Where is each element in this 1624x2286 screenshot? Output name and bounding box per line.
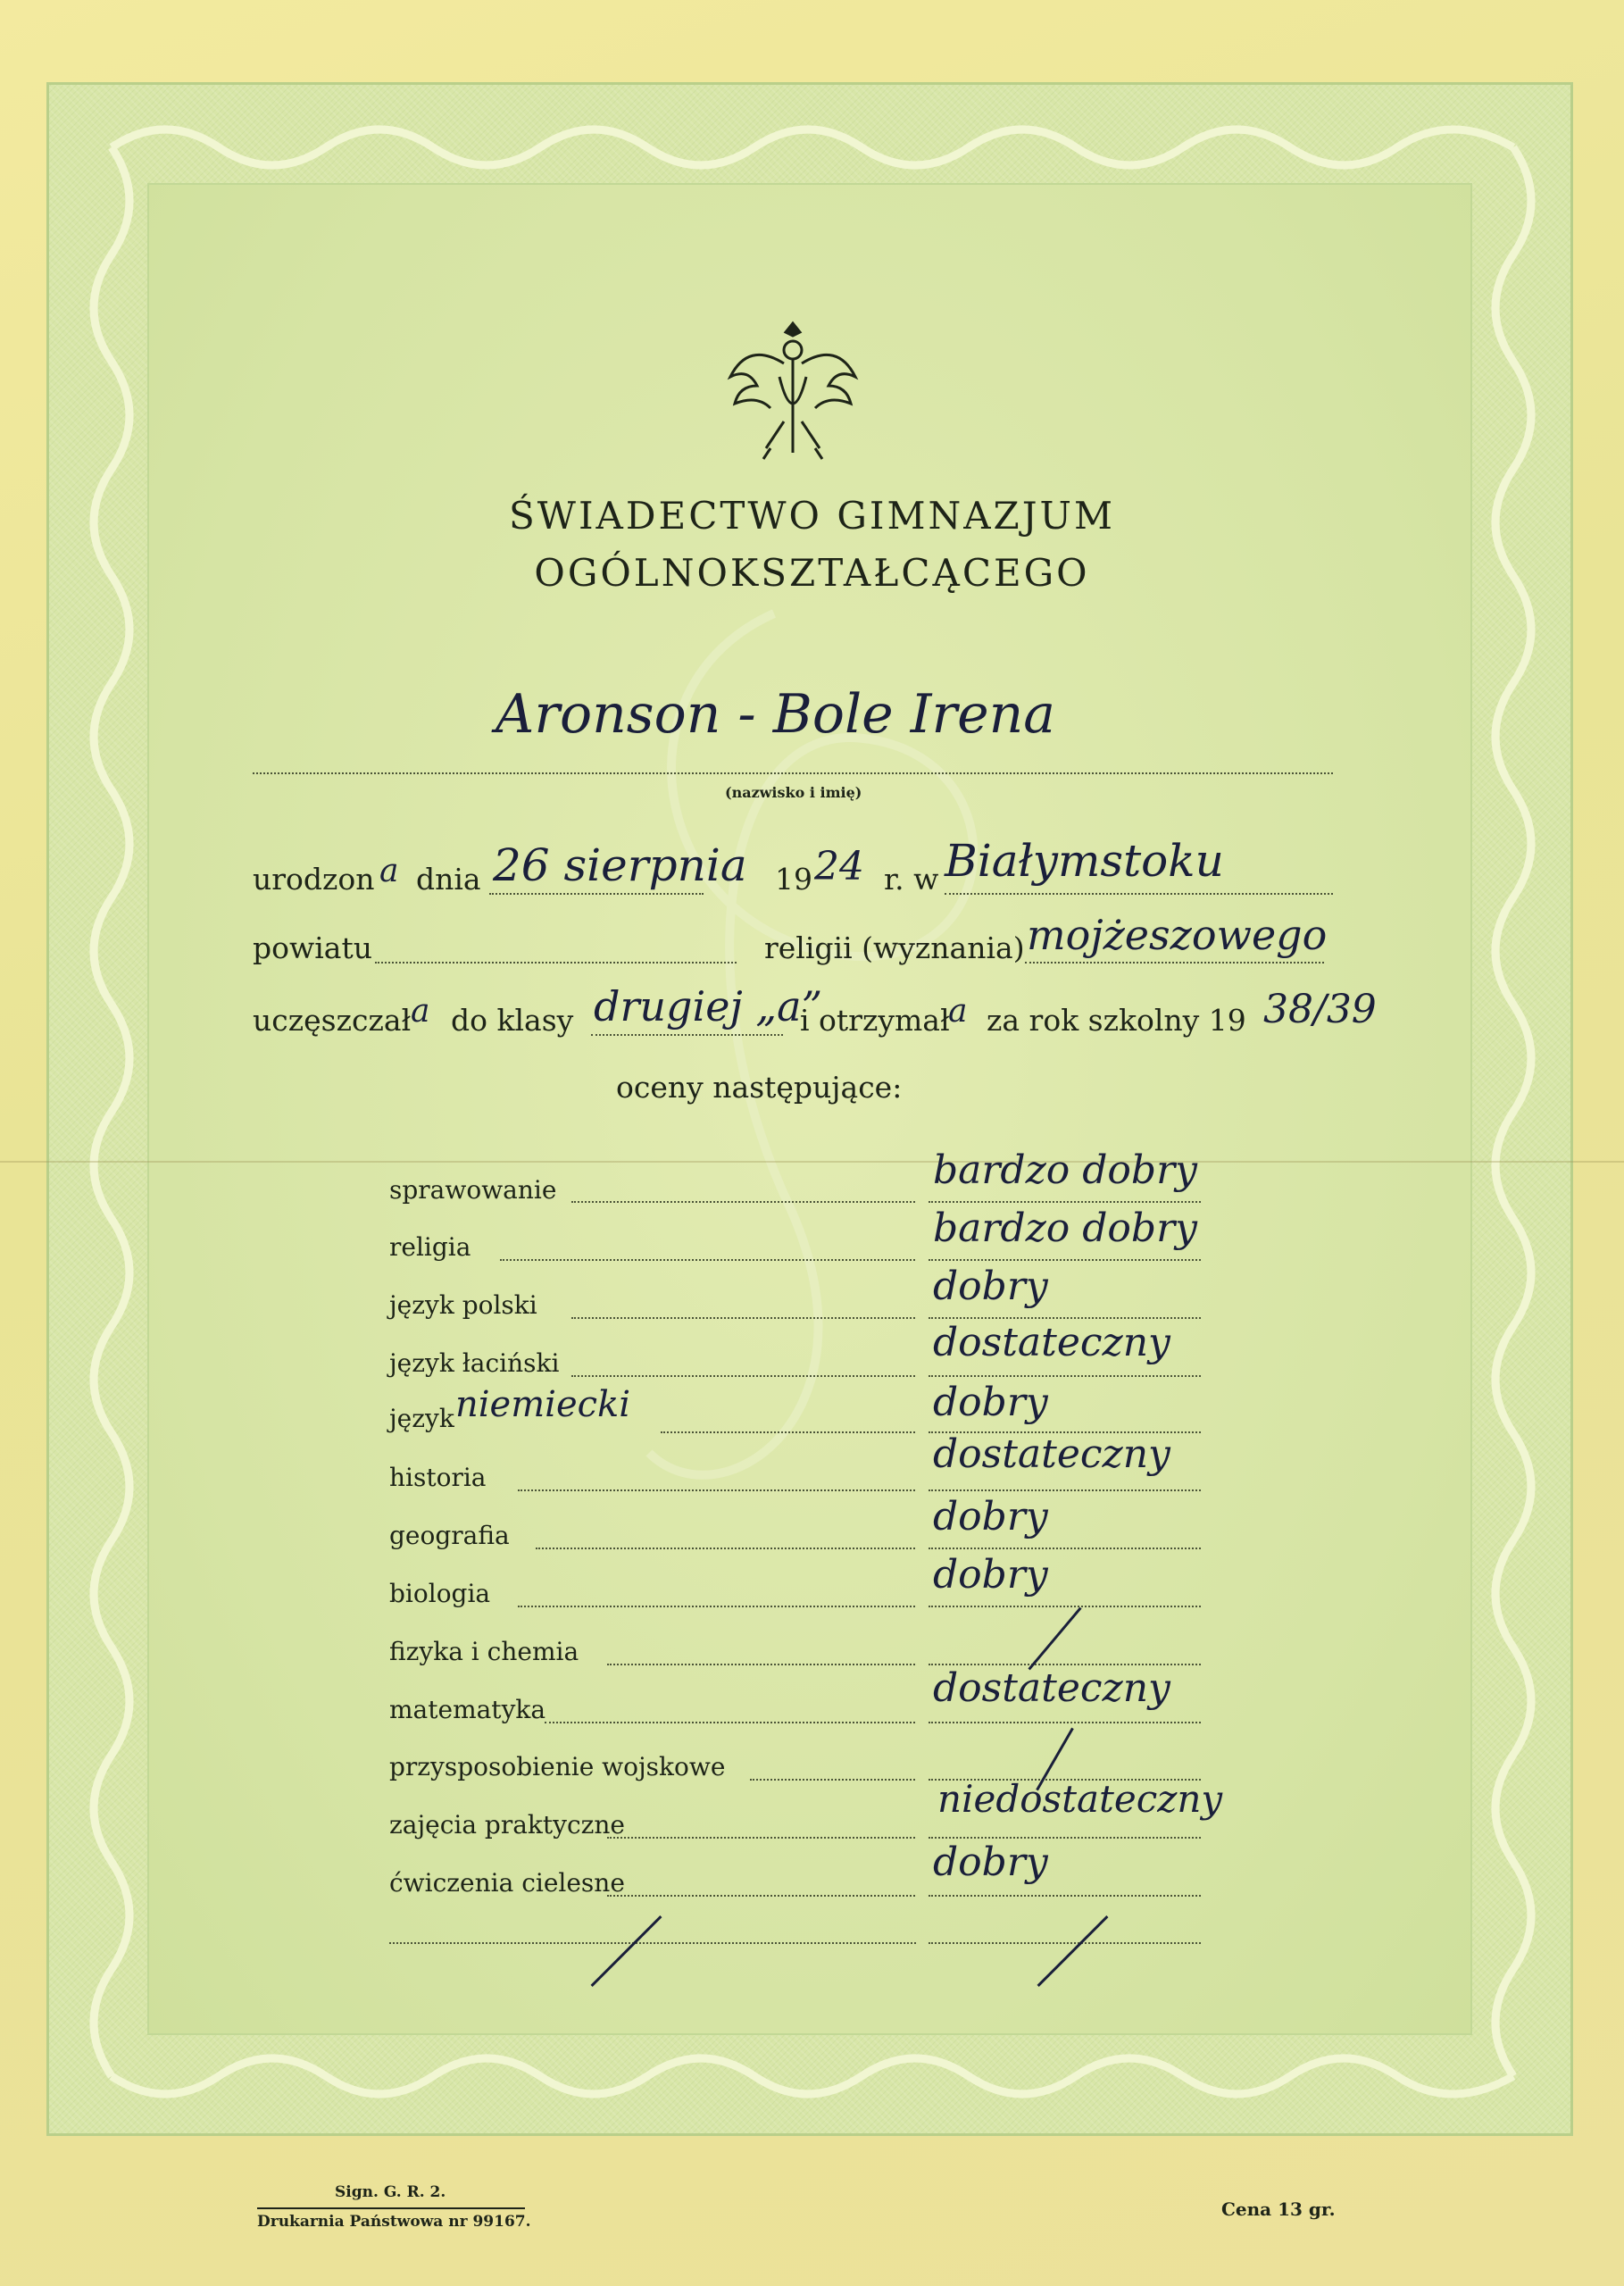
blank-row-line — [389, 1942, 916, 1944]
born-label: urodzon — [253, 862, 375, 897]
year-value: 24 — [814, 844, 864, 889]
grade-line — [929, 1548, 1201, 1549]
class-line — [591, 1034, 783, 1036]
subject-grade: bardzo dobry — [933, 1147, 1197, 1193]
subject-grade: dobry — [933, 1380, 1048, 1425]
grade-line — [929, 1489, 1201, 1491]
schoolyear-label: za rok szkolny 19 — [987, 1003, 1246, 1038]
footer-price: Cena 13 gr. — [1221, 2198, 1336, 2220]
row-dots — [750, 1779, 915, 1781]
grade-line — [929, 1259, 1201, 1261]
subject-grade: niedostateczny — [937, 1777, 1223, 1821]
subject-name: religia — [389, 1232, 471, 1262]
district-line — [375, 962, 737, 964]
subject-grade: dostateczny — [933, 1431, 1170, 1477]
student-name: Aronson - Bole Irena — [496, 683, 1056, 746]
footer-printer: Drukarnia Państwowa nr 99167. — [257, 2213, 531, 2231]
polish-eagle-emblem — [721, 314, 864, 466]
grade-line — [929, 1837, 1201, 1839]
grade-line — [929, 1895, 1201, 1897]
row-dots — [607, 1664, 915, 1665]
subject-name: sprawowanie — [389, 1175, 557, 1205]
subject-grade: dobry — [933, 1552, 1048, 1598]
footer-sign: Sign. G. R. 2. — [335, 2183, 446, 2201]
subject-name: historia — [389, 1463, 487, 1492]
title-line-1: ŚWIADECTWO GIMNAZJUM — [509, 494, 1115, 538]
subject-name: matematyka — [389, 1695, 546, 1724]
name-caption: (nazwisko i imię) — [725, 784, 862, 801]
subject-name: ćwiczenia cielesne — [389, 1868, 625, 1898]
grade-line — [929, 1722, 1201, 1723]
row-dots — [571, 1201, 915, 1203]
row-dots — [518, 1489, 915, 1491]
schoolyear-value: 38/39 — [1263, 987, 1377, 1032]
subject-name: fizyka i chemia — [389, 1637, 579, 1666]
subject-grade: dobry — [933, 1840, 1048, 1885]
religion-label: religii (wyznania) — [764, 930, 1025, 965]
row-dots — [571, 1375, 915, 1377]
row-dots — [518, 1606, 915, 1607]
day-label: dnia — [416, 862, 481, 897]
row-dots — [536, 1548, 915, 1549]
subject-grade: dobry — [933, 1264, 1048, 1309]
grades-intro: oceny następujące: — [616, 1070, 903, 1105]
subject-name: geografia — [389, 1521, 510, 1550]
subject-grade: bardzo dobry — [933, 1206, 1197, 1251]
year-prefix: 19 — [775, 862, 812, 897]
subject-name-handwritten: niemiecki — [455, 1384, 631, 1425]
subject-name: przysposobienie wojskowe — [389, 1752, 726, 1781]
grade-line — [929, 1317, 1201, 1319]
religion-line — [1025, 962, 1324, 964]
subject-grade: dostateczny — [933, 1320, 1170, 1365]
received-label: i otrzymał — [800, 1003, 950, 1038]
subject-grade: dostateczny — [933, 1665, 1170, 1711]
attended-suffix: a — [411, 993, 430, 1030]
year-suffix: r. w — [884, 862, 939, 897]
row-dots — [607, 1837, 915, 1839]
fold-crease — [0, 1161, 1624, 1163]
subject-name: język — [389, 1404, 454, 1433]
name-line — [253, 772, 1333, 774]
grade-line — [929, 1201, 1201, 1203]
subject-name: biologia — [389, 1579, 491, 1608]
attended-label: uczęszczał — [253, 1003, 412, 1038]
born-suffix: a — [379, 853, 399, 889]
row-dots — [607, 1895, 915, 1897]
grade-line — [929, 1606, 1201, 1607]
footer-rule — [257, 2207, 525, 2209]
title-line-2: OGÓLNOKSZTAŁCĄCEGO — [534, 551, 1090, 595]
row-dots — [500, 1259, 915, 1261]
subject-name: język łaciński — [389, 1348, 560, 1378]
class-value: drugiej „a” — [594, 982, 823, 1030]
row-dots — [545, 1722, 915, 1723]
place-line — [945, 893, 1333, 895]
religion-value: mojżeszowego — [1027, 911, 1328, 959]
row-dots — [661, 1431, 915, 1433]
blank-grade-line — [929, 1942, 1201, 1944]
received-suffix: a — [948, 993, 968, 1030]
subject-grade: dobry — [933, 1494, 1048, 1539]
place-value: Białymstoku — [945, 835, 1224, 887]
grade-line — [929, 1375, 1201, 1377]
day-value: 26 sierpnia — [493, 839, 747, 891]
district-label: powiatu — [253, 930, 372, 965]
subject-name: zajęcia praktyczne — [389, 1810, 626, 1840]
subject-name: język polski — [389, 1290, 537, 1320]
row-dots — [571, 1317, 915, 1319]
day-line — [489, 893, 704, 895]
class-label: do klasy — [451, 1003, 574, 1038]
